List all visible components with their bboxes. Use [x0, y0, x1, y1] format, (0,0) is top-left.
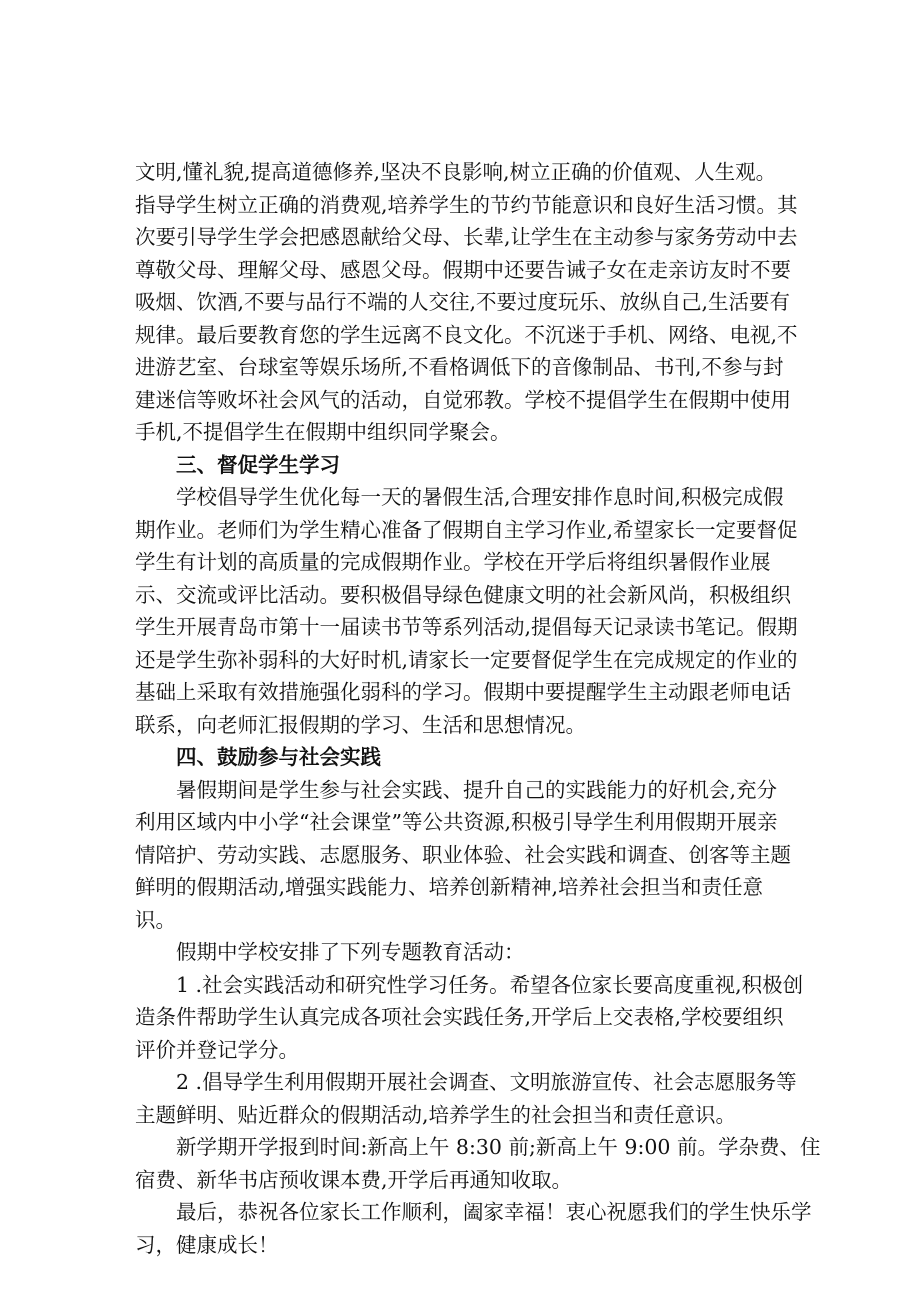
paragraph-line: 期作业。老师们为学生精心准备了假期自主学习作业,希望家长一定要督促	[135, 518, 798, 542]
paragraph-line: 习，健康成长！	[135, 1233, 279, 1257]
paragraph-line: 尊敬父母、理解父母、感恩父母。假期中还要告诫子女在走亲访友时不要	[135, 258, 791, 282]
paragraph-line: 新学期开学报到时间:新高上午 8:30 前;新高上午 9:00 前。学杂费、住	[176, 1135, 821, 1159]
paragraph-line: 最后，恭祝各位家长工作顺利，阖家幸福！衷心祝愿我们的学生快乐学	[176, 1200, 812, 1224]
paragraph-line: 识。	[135, 908, 176, 932]
paragraph-line: 情陪护、劳动实践、志愿服务、职业体验、社会实践和调查、创客等主题	[135, 843, 791, 867]
paragraph-line: 鲜明的假期活动,增强实践能力、培养创新精神,培养社会担当和责任意	[135, 875, 764, 899]
paragraph-line: 基础上采取有效措施强化弱科的学习。假期中要提醒学生主动跟老师电话	[135, 680, 791, 704]
paragraph-line: 还是学生弥补弱科的大好时机,请家长一定要督促学生在完成规定的作业的	[135, 648, 798, 672]
section-heading: 三、督促学生学习	[176, 453, 340, 477]
list-item-line: 1 .社会实践活动和研究性学习任务。希望各位家长要高度重视,积极创	[176, 973, 804, 997]
paragraph-line: 学生开展青岛市第十一届读书节等系列活动,提倡每天记录读书笔记。假期	[135, 615, 798, 639]
paragraph-line: 暑假期间是学生参与社会实践、提升自己的实践能力的好机会,充分	[176, 778, 778, 802]
paragraph-line: 进游艺室、台球室等娱乐场所,不看格调低下的音像制品、书刊,不参与封	[135, 355, 784, 379]
paragraph-line: 手机,不提倡学生在假期中组织同学聚会。	[135, 420, 511, 444]
paragraph-line: 利用区域内中小学“社会课堂”等公共资源,积极引导学生利用假期开展亲	[135, 810, 778, 834]
paragraph-line: 文明,懂礼貌,提高道德修养,坚决不良影响,树立正确的价值观、人生观。	[135, 160, 777, 184]
paragraph-line: 吸烟、饮酒,不要与品行不端的人交往,不要过度玩乐、放纵自己,生活要有	[135, 290, 791, 314]
list-item-line: 评价并登记学分。	[135, 1038, 299, 1062]
paragraph-line: 学校倡导学生优化每一天的暑假生活,合理安排作息时间,积极完成假	[176, 485, 784, 509]
paragraph-line: 学生有计划的高质量的完成假期作业。学校在开学后将组织暑假作业展	[135, 550, 771, 574]
section-heading: 四、鼓励参与社会实践	[176, 745, 381, 769]
paragraph-line: 假期中学校安排了下列专题教育活动：	[176, 940, 525, 964]
list-item-line: 造条件帮助学生认真完成各项社会实践任务,开学后上交表格,学校要组织	[135, 1005, 784, 1029]
paragraph-line: 联系，向老师汇报假期的学习、生活和思想情况。	[135, 713, 586, 737]
list-item-line: 2 .倡导学生利用假期开展社会调查、文明旅游宣传、社会志愿服务等	[176, 1070, 797, 1094]
paragraph-line: 规律。最后要教育您的学生远离不良文化。不沉迷于手机、网络、电视,不	[135, 323, 798, 347]
paragraph-line: 次要引导学生学会把感恩献给父母、长辈,让学生在主动参与家务劳动中去	[135, 225, 798, 249]
paragraph-line: 宿费、新华书店预收课本费,开学后再通知收取。	[135, 1168, 573, 1192]
paragraph-line: 示、交流或评比活动。要积极倡导绿色健康文明的社会新风尚，积极组织	[135, 583, 791, 607]
list-item-line: 主题鲜明、贴近群众的假期活动,培养学生的社会担当和责任意识。	[135, 1103, 737, 1127]
paragraph-line: 指导学生树立正确的消费观,培养学生的节约节能意识和良好生活习惯。其	[135, 193, 798, 217]
paragraph-line: 建迷信等败坏社会风气的活动，自觉邪教。学校不提倡学生在假期中使用	[135, 388, 791, 412]
